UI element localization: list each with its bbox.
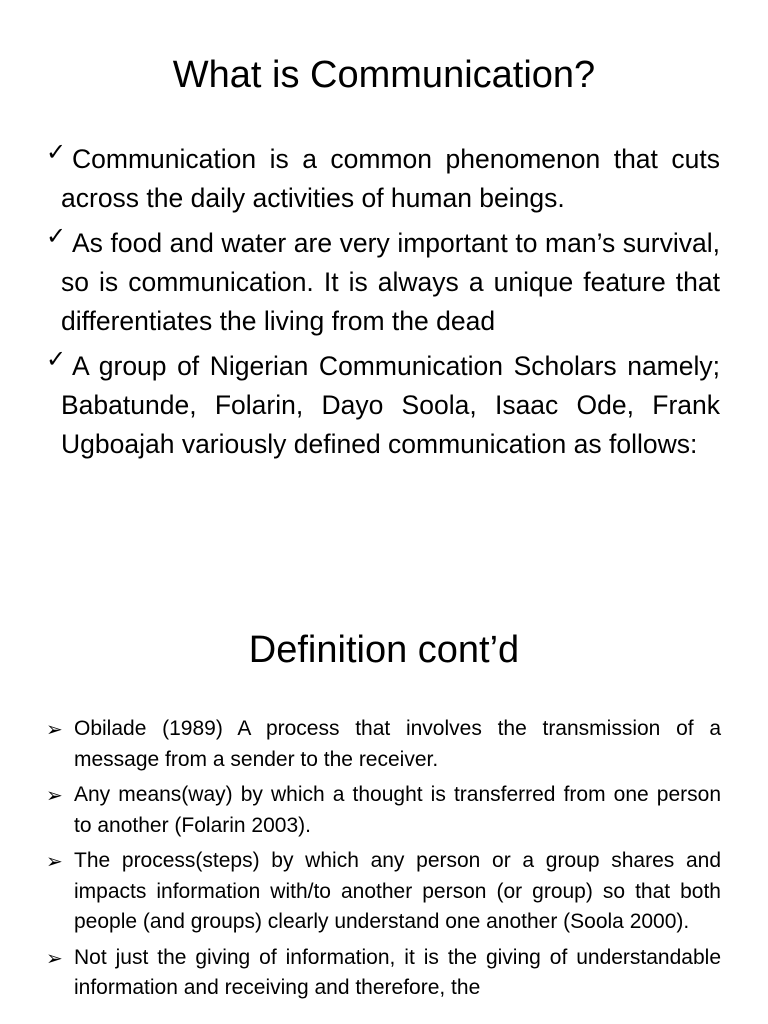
list-item	[46, 140, 720, 218]
list-item	[46, 846, 721, 938]
list-item	[46, 780, 721, 841]
arrow-bullet-list	[46, 714, 721, 1009]
bullet-text: As food and water are very important to man’s survival, so is communication. It is always a unique feature that differentiates the living from the dead	[61, 228, 720, 336]
list-item	[46, 714, 721, 775]
bullet-text: Any means(way) by which a thought is transferred from one person to another (Folarin 2003).	[74, 783, 721, 837]
list-item	[46, 943, 721, 1004]
list-item	[46, 347, 720, 464]
bullet-text: Not just the giving of information, it is the giving of understandable information and receiving and therefore, the	[74, 945, 721, 999]
check-mark-icon: ✓	[46, 138, 67, 166]
bullet-text: Communication is a common phenomenon that cuts across the daily activities of human beings.	[61, 144, 720, 213]
check-mark-icon: ✓	[46, 345, 67, 373]
slide-title: Definition cont’d	[248, 629, 520, 671]
arrow-bullet-icon: ➢	[46, 945, 63, 970]
check-mark-icon: ✓	[46, 222, 67, 250]
bullet-text: A group of Nigerian Communication Scholars namely; Babatunde, Folarin, Dayo Soola, Isaac Ode, Frank Ugboajah variously defined communication as follows:	[61, 351, 720, 459]
bullet-text: The process(steps) by which any person or a group shares and impacts information with/to another person (or group) so that both people (and groups) clearly understand one another (Soola 2000).	[74, 849, 721, 933]
arrow-bullet-icon: ➢	[46, 849, 63, 873]
bullet-text: Obilade (1989) A process that involves the transmission of a message from a sender to the receiver.	[74, 717, 721, 771]
check-bullet-list	[46, 140, 720, 470]
slide-title: What is Communication?	[172, 54, 596, 96]
arrow-bullet-icon: ➢	[46, 783, 63, 807]
list-item	[46, 224, 720, 341]
arrow-bullet-icon: ➢	[46, 717, 63, 741]
